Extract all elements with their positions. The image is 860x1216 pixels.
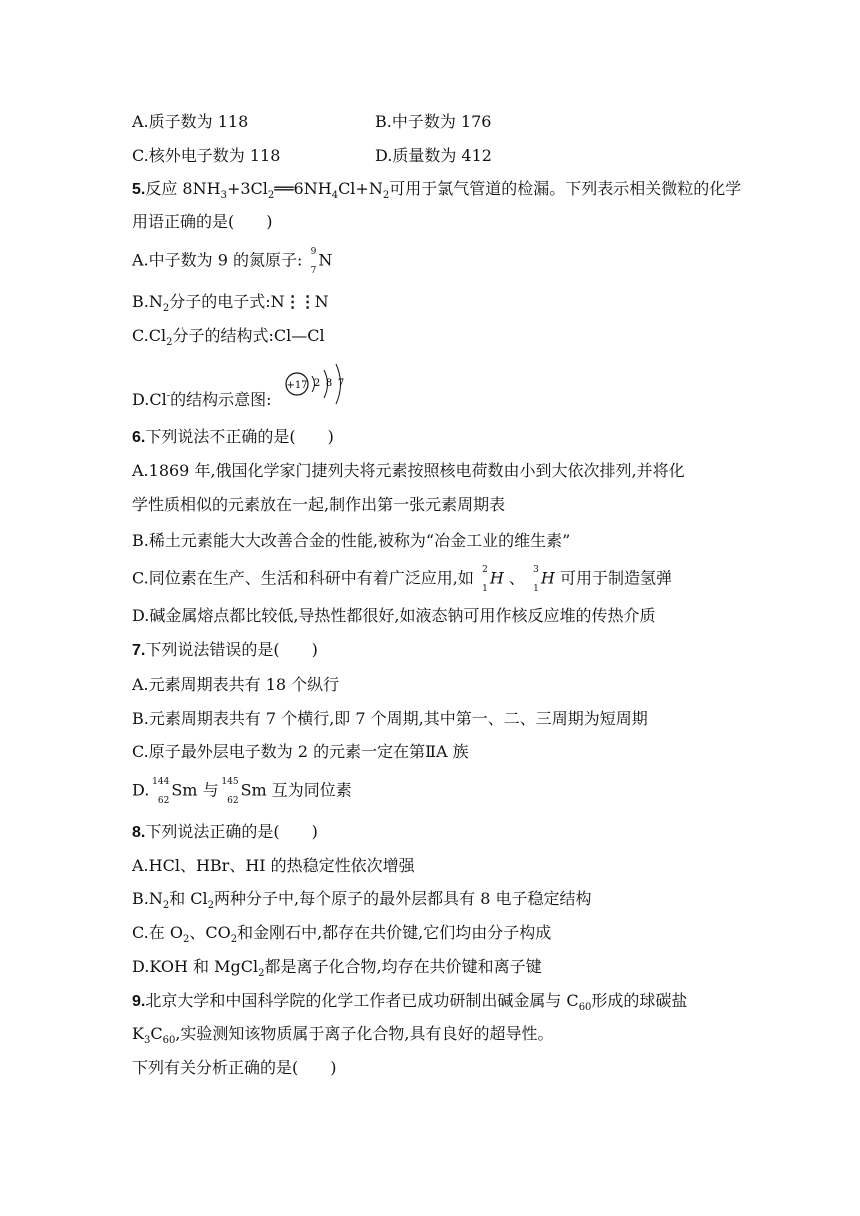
superscript: -: [166, 390, 171, 402]
subscript: 2: [267, 190, 275, 202]
q5-option-b: [132, 292, 329, 315]
nuclide-notation: [525, 565, 539, 594]
shell-electrons-1: 2: [313, 378, 321, 389]
nuclide-notation: [149, 777, 170, 806]
nucleus-charge: +17: [286, 380, 308, 391]
q9-stem-text: ,实验测知该物质属于离子化合物,具有良好的超导性。: [175, 1024, 554, 1043]
q6-option-b: B.稀土元素能大大改善合金的性能,被称为“冶金工业的维生素”: [132, 531, 571, 550]
q6-option-a-line1: A.1869 年,俄国化学家门捷列夫将元素按照核电荷数由小到大依次排列,并将化: [132, 461, 685, 480]
q5-option-d: [132, 390, 272, 410]
option-text: 、: [503, 568, 525, 588]
q4-option-a: A.质子数为 118: [132, 112, 249, 131]
nuclide-notation: [302, 247, 317, 276]
q5-stem-text: ══6NH: [274, 179, 332, 198]
q4-option-b: B.中子数为 176: [375, 112, 492, 131]
subscript: 2: [182, 934, 190, 946]
q9-stem-line1: [132, 991, 687, 1012]
option-text: A.中子数为 9 的氮原子:: [132, 250, 303, 270]
q7-option-d: [132, 777, 352, 806]
q7-option-a: A.元素周期表共有 18 个纵行: [132, 675, 340, 694]
q5-stem-line2: 用语正确的是( ): [132, 212, 273, 231]
q4-option-c: C.核外电子数为 118: [132, 146, 281, 165]
option-text: 和 Cl: [169, 889, 208, 908]
q6-option-c: [132, 565, 672, 594]
subscript: 2: [258, 968, 265, 980]
q9-number: 9.: [132, 993, 146, 1010]
mass-number: 2: [482, 565, 488, 575]
q5-option-a: [132, 247, 333, 276]
nuclide-notation: [474, 565, 488, 594]
option-text: D.Cl: [132, 390, 167, 409]
atomic-number: 1: [533, 584, 539, 594]
q8-number: 8.: [132, 824, 146, 841]
q6-stem: [132, 427, 334, 448]
subscript: 4: [331, 190, 339, 202]
option-text: 分子的电子式:N: [169, 292, 285, 311]
q7-option-c: C.原子最外层电子数为 2 的元素一定在第ⅡA 族: [132, 742, 469, 761]
element-symbol: N: [314, 292, 329, 311]
q5-number: 5.: [132, 181, 146, 198]
element-symbol: H: [540, 568, 555, 588]
q9-stem-text: 形成的球碳盐: [591, 991, 688, 1010]
option-text: 可用于制造氢弹: [554, 568, 672, 588]
q9-stem-text: K: [132, 1024, 144, 1043]
subscript: 2: [166, 337, 173, 349]
option-text: B.N: [132, 292, 163, 311]
shell-electrons-2: 8: [325, 378, 333, 389]
element-symbol: Sm: [240, 780, 267, 800]
option-text: 互为同位素: [266, 780, 352, 800]
option-text: B.N: [132, 889, 163, 908]
option-text: 都是离子化合物,均存在共价键和离子键: [264, 957, 542, 976]
option-text: 、CO: [189, 923, 231, 942]
atomic-number: 62: [157, 796, 170, 806]
q9-stem-text: C: [150, 1024, 163, 1043]
option-text: D.: [132, 780, 150, 800]
subscript: 2: [207, 900, 215, 912]
electron-dots: ⋮⋮: [284, 292, 315, 311]
subscript: 60: [578, 1002, 592, 1014]
q9-stem-line2: [132, 1024, 554, 1047]
mass-number: 144: [152, 777, 170, 787]
option-text: 分子的结构式:Cl—Cl: [172, 326, 325, 345]
q8-option-d: [132, 957, 542, 980]
q5-stem-text: Cl+N: [338, 179, 383, 198]
q7-option-b: B.元素周期表共有 7 个横行,即 7 个周期,其中第一、二、三周期为短周期: [132, 709, 648, 728]
q8-option-b: [132, 889, 592, 912]
subscript: 2: [162, 900, 170, 912]
q4-option-d: D.质量数为 412: [375, 146, 492, 165]
option-text: D.KOH 和 MgCl: [132, 957, 259, 976]
option-text: C.Cl: [132, 326, 167, 345]
q6-option-d: D.碱金属熔点都比较低,导热性都很好,如液态钠可用作核反应堆的传热介质: [132, 606, 656, 625]
element-symbol: N: [318, 250, 333, 270]
q5-stem-text: 可用于氯气管道的检漏。下列表示相关微粒的化学: [389, 179, 742, 198]
subscript: 3: [220, 190, 227, 202]
option-text: 的结构示意图:: [170, 390, 272, 409]
atomic-number: 62: [227, 796, 239, 806]
element-symbol: H: [489, 568, 504, 588]
q6-option-a-line2: 学性质相似的元素放在一起,制作出第一张元素周期表: [132, 495, 506, 514]
mass-number: 145: [221, 777, 239, 787]
subscript: 2: [382, 190, 390, 202]
subscript: 2: [162, 303, 170, 315]
option-text: 和金刚石中,都存在共价键,它们均由分子构成: [237, 923, 552, 942]
shell-electrons-3: 7: [337, 378, 345, 389]
subscript: 3: [143, 1035, 151, 1047]
nuclide-notation: [219, 777, 239, 806]
q8-option-c: [132, 923, 552, 946]
q6-stem-text: 下列说法不正确的是( ): [145, 427, 334, 446]
option-text: 两种分子中,每个原子的最外层都具有 8 电子稳定结构: [214, 889, 592, 908]
q7-number: 7.: [132, 642, 146, 659]
q9-stem-line3: 下列有关分析正确的是( ): [132, 1058, 337, 1077]
option-text: C.同位素在生产、生活和科研中有着广泛应用,如: [132, 568, 474, 588]
subscript: 60: [162, 1035, 176, 1047]
mass-number: 9: [310, 247, 317, 257]
q7-stem: [132, 640, 318, 661]
option-text: C.在 O: [132, 923, 183, 942]
element-symbol: Sm: [171, 780, 198, 800]
q5-stem-text: 反应 8NH: [145, 179, 221, 198]
atomic-number: 7: [310, 266, 317, 276]
q7-stem-text: 下列说法错误的是( ): [145, 640, 318, 659]
q5-stem-text: +3Cl: [226, 179, 268, 198]
q8-stem-text: 下列说法正确的是( ): [145, 822, 318, 841]
atomic-number: 1: [482, 584, 488, 594]
q5-stem-line1: [132, 179, 741, 200]
option-text: 与: [197, 780, 219, 800]
mass-number: 3: [533, 565, 539, 575]
q5-option-c: [132, 326, 325, 349]
subscript: 2: [230, 934, 238, 946]
q9-stem-text: 北京大学和中国科学院的化学工作者已成功研制出碱金属与 C: [145, 991, 579, 1010]
q6-number: 6.: [132, 429, 146, 446]
q8-stem: [132, 822, 318, 843]
q8-option-a: A.HCl、HBr、HI 的热稳定性依次增强: [132, 856, 415, 875]
atom-structure-diagram: [284, 362, 354, 406]
